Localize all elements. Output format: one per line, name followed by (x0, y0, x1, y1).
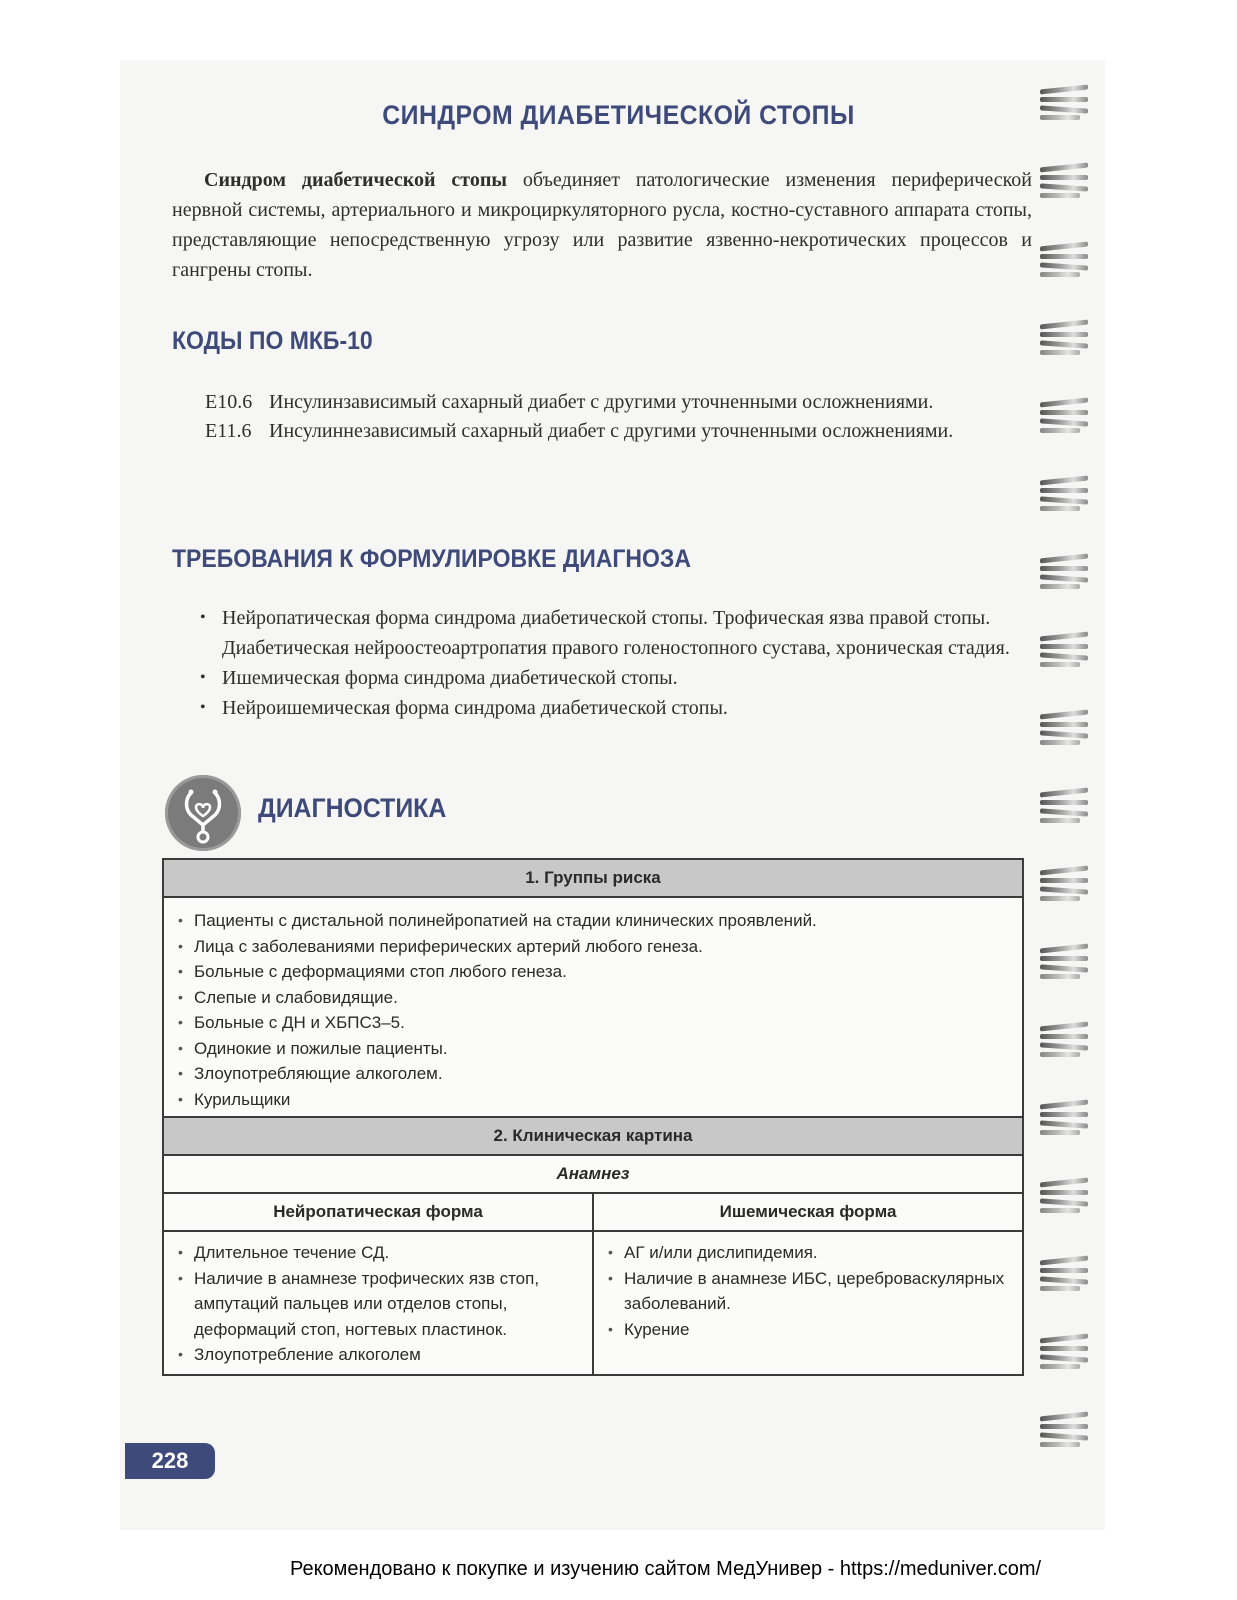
list-item: • Больные с деформациями стоп любого генеза. (174, 959, 1012, 985)
list-item: • Наличие в анамнезе ИБС, цереброваскулярных заболеваний. (604, 1266, 1012, 1317)
icd-code: E11.6 (205, 420, 252, 442)
list-item: • Курильщики (174, 1087, 1012, 1113)
list-item: • Слепые и слабовидящие. (174, 985, 1012, 1011)
binding-ring (1040, 476, 1090, 512)
list-item: • Нейропатическая форма синдрома диабетической стопы. Трофическая язва правой стопы. Диабетическая нейроостеоартропатия правого голеностопного сустава, хроническая стадия. (198, 603, 1028, 663)
binding-ring (1040, 866, 1090, 902)
binding-ring (1040, 242, 1090, 278)
diagnosis-requirements-heading: ТРЕБОВАНИЯ К ФОРМУЛИРОВКЕ ДИАГНОЗА (172, 545, 691, 573)
list-item: • Нейроишемическая форма синдрома диабетической стопы. (198, 693, 1028, 723)
list-item: • Ишемическая форма синдрома диабетической стопы. (198, 663, 1028, 693)
diagnostics-table (162, 858, 1024, 1376)
ischemic-header: Ишемическая форма (594, 1194, 1022, 1232)
list-item: • Курение (604, 1317, 1012, 1343)
icd-code-item (205, 388, 1030, 417)
binding-ring (1040, 788, 1090, 824)
binding-ring (1040, 1412, 1090, 1448)
list-item: • Больные с ДН и ХБПС3–5. (174, 1010, 1012, 1036)
neuropathic-column (164, 1194, 594, 1374)
list-item: • Длительное течение СД. (174, 1240, 582, 1266)
binding-ring (1040, 1178, 1090, 1214)
binding-ring (1040, 632, 1090, 668)
risk-groups-body (164, 898, 1022, 1116)
diagnostics-heading: ДИАГНОСТИКА (258, 793, 447, 823)
forms-columns (164, 1194, 1022, 1374)
icd-code-text: Инсулинзависимый сахарный диабет с другими уточненными осложнениями. (269, 391, 934, 413)
intro-text: объединяет патологические изменения периферической нервной системы, артериального и микроциркуляторного русла, костно-суставного аппарата стопы, представляющие непосредственную угрозу или развитие язвенно-некротических процессов и гангрены стопы. (172, 169, 1032, 281)
anamnesis-header: Анамнез (164, 1156, 1022, 1194)
list-item: • Одинокие и пожилые пациенты. (174, 1036, 1012, 1062)
diagnosis-requirements-list (198, 603, 1028, 723)
binding-ring (1040, 1022, 1090, 1058)
footer-note: Рекомендовано к покупке и изучению сайтом МедУнивер - https://meduniver.com/ (290, 1558, 1042, 1580)
risk-groups-header: 1. Группы риска (164, 860, 1022, 898)
list-item: • Злоупотребляющие алкоголем. (174, 1061, 1012, 1087)
spiral-binding (1040, 80, 1100, 1520)
icd-code-list (205, 388, 1030, 446)
icd-code-item (205, 417, 1030, 446)
stethoscope-icon (165, 775, 241, 851)
icd-code-text: Инсулиннезависимый сахарный диабет с другими уточненными осложнениями. (269, 420, 954, 442)
intro-term: Синдром диабетической стопы (204, 169, 508, 191)
binding-ring (1040, 163, 1090, 199)
icd-heading: КОДЫ ПО МКБ-10 (172, 327, 373, 355)
list-item: • Наличие в анамнезе трофических язв стоп, ампутаций пальцев или отделов стопы, деформаций стоп, ногтевых пластинок. (174, 1266, 582, 1343)
binding-ring (1040, 1334, 1090, 1370)
binding-ring (1040, 710, 1090, 746)
list-item: • АГ и/или дислипидемия. (604, 1240, 1012, 1266)
binding-ring (1040, 944, 1090, 980)
clinical-picture-header: 2. Клиническая картина (164, 1116, 1022, 1156)
binding-ring (1040, 1256, 1090, 1292)
intro-paragraph (172, 165, 1032, 285)
page-number: 228 (125, 1443, 215, 1479)
list-item: • Злоупотребление алкоголем (174, 1342, 582, 1368)
list-item: • Лица с заболеваниями периферических артерий любого генеза. (174, 934, 1012, 960)
list-item: • Пациенты с дистальной полинейропатией на стадии клинических проявлений. (174, 908, 1012, 934)
ischemic-column (594, 1194, 1022, 1374)
icd-code: E10.6 (205, 391, 253, 413)
binding-ring (1040, 1100, 1090, 1136)
page-title: СИНДРОМ ДИАБЕТИЧЕСКОЙ СТОПЫ (382, 100, 855, 130)
binding-ring (1040, 554, 1090, 590)
binding-ring (1040, 320, 1090, 356)
neuropathic-header: Нейропатическая форма (164, 1194, 592, 1232)
binding-ring (1040, 398, 1090, 434)
